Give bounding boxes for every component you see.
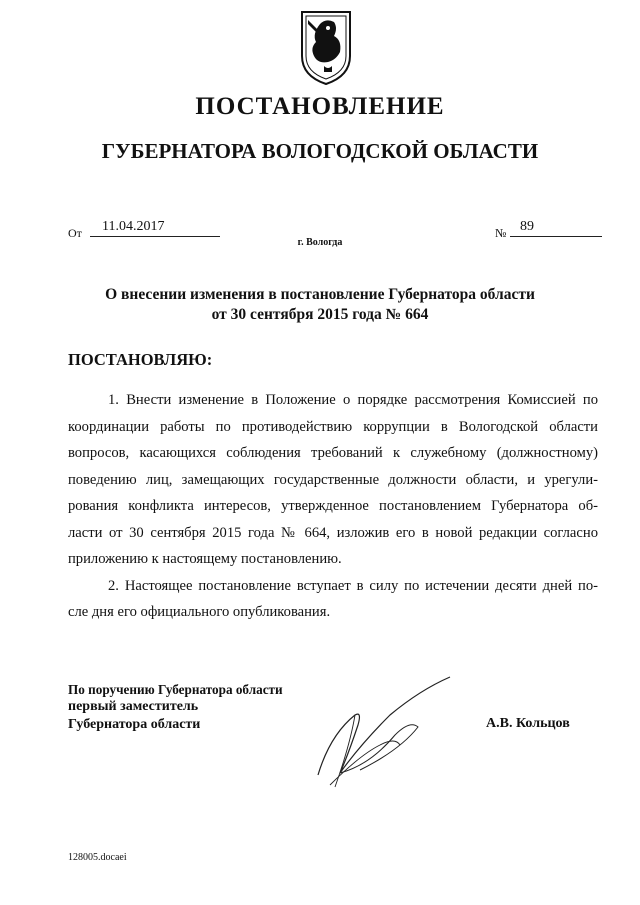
decree-word: ПОСТАНОВЛЯЮ: <box>68 350 213 369</box>
paragraph-1-line: приложению к настоящему постановлению. <box>68 551 342 567</box>
number-value: 89 <box>510 218 602 237</box>
signer-name: А.В. Кольцов <box>486 716 570 731</box>
city-label: г. Вологда <box>297 237 343 248</box>
date-label: От <box>68 226 82 240</box>
document-body <box>68 387 598 626</box>
subject-line-2: от 30 сентября 2015 года № 664 <box>211 306 429 323</box>
signature-line-2: первый заместитель <box>68 699 199 714</box>
paragraph-1-line: координации работы по противодействию коррупции в Вологодской области <box>68 418 598 435</box>
paragraph-1-line: 1. Внести изменение в Положение о порядке рассмотрения Комиссией по <box>108 392 598 408</box>
signature-line-3: Губернатора области <box>68 717 201 732</box>
paragraph-1-line: ласти от 30 сентября 2015 года № 664, изложив его в новой редакции согласно <box>68 524 598 541</box>
handwritten-signature <box>300 675 470 795</box>
signature-block <box>68 682 283 734</box>
paragraph-1-line: вопросов, касающихся соблюдения требований к служебному (должностному) <box>68 445 598 461</box>
document-title: ПОСТАНОВЛЕНИЕ <box>195 93 445 120</box>
signature-line-1: По поручению Губернатора области <box>68 682 283 697</box>
date-value: 11.04.2017 <box>90 218 220 237</box>
file-reference: 128005.docaei <box>68 852 127 863</box>
number-label: № <box>495 226 507 240</box>
paragraph-2-line: 2. Настоящее постановление вступает в силу по истечении десяти дней по- <box>108 577 598 594</box>
paragraph-1-line: поведению лиц, замещающих государственные должности области, и урегули- <box>68 471 598 488</box>
subject-line-1: О внесении изменения в постановление Губернатора области <box>105 286 535 303</box>
paragraph-2-line: сле дня его официального опубликования. <box>68 604 331 620</box>
document-subtitle: ГУБЕРНАТОРА ВОЛОГОДСКОЙ ОБЛАСТИ <box>101 139 539 163</box>
paragraph-1-line: рования конфликта интересов, утвержденное постановлением Губернатора об- <box>68 498 598 514</box>
document-subject <box>0 285 640 325</box>
coat-of-arms-emblem <box>298 6 354 86</box>
